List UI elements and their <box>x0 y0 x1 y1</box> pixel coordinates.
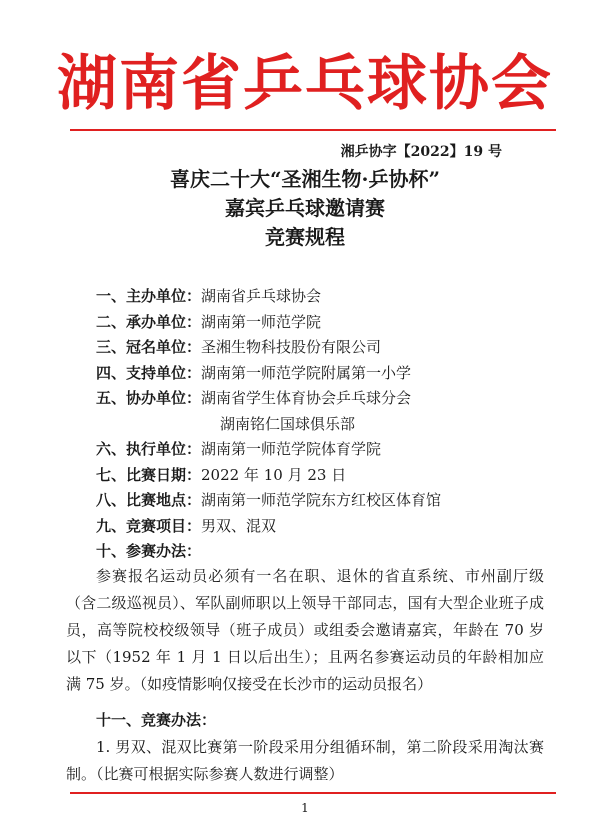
list-item-host <box>96 310 536 336</box>
list-item-events <box>96 514 536 540</box>
title-line-2: 嘉宾乒乓球邀请赛 <box>225 196 385 220</box>
item-label: 五、协办单位： <box>96 389 202 407</box>
letterhead-divider <box>70 129 556 131</box>
page-number: 1 <box>301 801 309 815</box>
organization-letterhead: 湖南省乒乓球协会 <box>57 49 553 119</box>
list-item-executor <box>96 437 536 463</box>
list-item-co-organizer <box>96 386 536 412</box>
item-label: 八、比赛地点： <box>96 491 202 509</box>
list-item-venue <box>96 488 536 514</box>
document-title <box>0 165 610 252</box>
item-value: 湖南省学生体育协会乒乓球分会 <box>201 389 412 407</box>
participation-paragraph <box>66 563 544 698</box>
item-value: 湖南省乒乓球协会 <box>201 287 322 305</box>
list-item-date <box>96 463 536 489</box>
footer-divider <box>70 792 556 794</box>
title-line-3: 竞赛规程 <box>265 225 345 249</box>
list-item-co-organizer-2 <box>96 412 536 438</box>
competition-text: 1. 男双、混双比赛第一阶段采用分组循环制，第二阶段采用淘汰赛制。（比赛可根据实际参赛人数进行调整） <box>66 738 544 783</box>
item-value: 湖南第一师范学院附属第一小学 <box>201 363 412 382</box>
document-number: 湘乒协字【2022】19 号 <box>340 144 502 160</box>
item-value: 圣湘生物科技股份有限公司 <box>201 338 382 356</box>
title-line-1: 喜庆二十大“圣湘生物·乒协杯” <box>170 167 440 191</box>
list-item-organizer <box>96 284 536 310</box>
item-value: 湖南第一师范学院东方红校区体育馆 <box>201 491 442 509</box>
list-item-title-sponsor <box>96 335 536 361</box>
item-value: 湖南第一师范学院 <box>201 312 322 331</box>
item-value: 男双、混双 <box>201 516 277 535</box>
item-label: 十、参赛办法： <box>96 542 202 560</box>
item-value: 湖南第一师范学院体育学院 <box>201 440 382 458</box>
item-label: 一、主办单位： <box>96 287 202 305</box>
item-label: 四、支持单位： <box>96 363 202 382</box>
participation-text: 参赛报名运动员必须有一名在职、退休的省直系统、市州副厅级（含二级巡视员）、军队副师职以上领导干部同志，国有大型企业班子成员，高等院校校级领导（班子成员）或组委会邀请嘉宾，年龄在 70 岁以下（1952 年 1 月 1 日以后出生）；且两名参赛运动员的年龄相加应满 75 岁。（如疫情影响仅接受在长沙市的运动员报名） <box>66 567 544 693</box>
list-item-participation <box>96 539 536 565</box>
item-label: 九、竞赛项目： <box>96 516 202 535</box>
item-value: 2022 年 10 月 23 日 <box>201 465 347 484</box>
item-label: 二、承办单位： <box>96 312 202 331</box>
competition-heading: 十一、竞赛办法： <box>96 711 217 729</box>
item-value: 湖南铭仁国球俱乐部 <box>220 414 356 433</box>
competition-paragraph <box>66 734 544 788</box>
item-label: 六、执行单位： <box>96 440 202 458</box>
list-item-supporter <box>96 361 536 387</box>
regulation-list <box>96 284 536 565</box>
item-label: 七、比赛日期： <box>96 465 202 484</box>
item-label: 三、冠名单位： <box>96 338 202 356</box>
